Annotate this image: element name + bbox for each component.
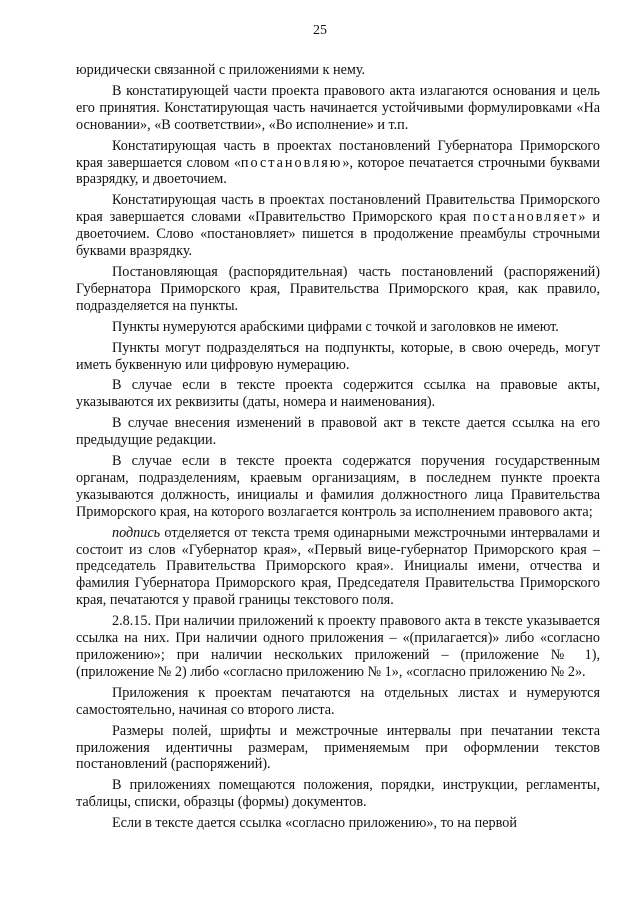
spaced-word: постановляет	[473, 209, 579, 226]
paragraph-text: » и двоеточием. Слово «постановляет» пишется в продолжение преамбулы строчными буквами вразрядку.	[76, 209, 600, 260]
paragraph-points-numbering: Пункты нумеруются арабскими цифрами с точкой и заголовков не имеют.	[112, 318, 559, 335]
paragraph-appendix-sheets: Приложения к проектам печатаются на отдельных листах и нумеруются самостоятельно, начиная со второго листа.	[76, 684, 600, 718]
paragraph-references: В случае если в тексте проекта содержится ссылка на правовые акты, указываются их реквизиты (даты, номера и наименования).	[76, 377, 600, 411]
paragraph-subpoints: Пункты могут подразделяться на подпункты, которые, в свою очередь, могут иметь буквенную или цифровую нумерацию.	[76, 339, 600, 373]
paragraph-text: Констатирующая часть в проектах постановлений Губернатора Приморского края завершается словом «	[76, 137, 600, 171]
paragraph-signature	[76, 525, 600, 610]
paragraph-continuation: юридически связанной с приложениями к нему.	[76, 62, 366, 78]
page-number: 25	[313, 23, 327, 38]
paragraph-appendix-contents: В приложениях помещаются положения, порядки, инструкции, регламенты, таблицы, списки, образцы (формы) документов.	[76, 777, 600, 811]
paragraph-text: », которое печатается строчными буквами вразрядку, и двоеточием.	[76, 154, 600, 188]
paragraph-ascertaining-part: В констатирующей части проекта правового акта излагаются основания и цель его принятия. Констатирующая часть начинается устойчивыми формулировками «На основании», «В соответствии», «Во исполнение» и т.п.	[76, 82, 600, 133]
spaced-word: постановляю	[240, 154, 343, 171]
paragraph-text: отделяется от текста тремя одинарными межстрочными интервалами и состоит из слов «Губернатор края», «Первый вице-губернатор Приморского края – председатель Правительства Приморского края». Инициалы имени, отчества и фамилия Губернатора Приморского края, Председателя Правительства Приморского края, печатаются у правой границы текстового поля.	[76, 524, 600, 609]
paragraph-appendix-reference: Если в тексте дается ссылка «согласно приложению», то на первой	[112, 815, 517, 832]
paragraph-control: В случае если в тексте проекта содержатся поручения государственным органам, подразделениям, краевым организациям, в последнем пункте проекта указываются должность, инициалы и фамилия должностного лица Правительства Приморского края, на которого возлагается контроль за исполнением правового акта;	[76, 453, 600, 520]
document-body	[76, 62, 600, 836]
paragraph-2-8-15: 2.8.15. При наличии приложений к проекту правового акта в тексте указывается ссылка на них. При наличии одного приложения – «(прилагается)» либо «согласно приложению»; при наличии нескольких приложений – (приложение № 1), (приложение № 2) либо «согласно приложению № 1», «согласно приложению № 2».	[76, 613, 600, 680]
paragraph-operative-part: Постановляющая (распорядительная) часть постановлений (распоряжений) Губернатора Приморского края, Правительства Приморского края, как правило, подразделяется на пункты.	[76, 263, 600, 314]
paragraph-appendix-format: Размеры полей, шрифты и межстрочные интервалы при печатании текста приложения идентичны размерам, применяемым при оформлении текстов постановлений (распоряжений).	[76, 722, 600, 773]
paragraph-government-resolutions	[76, 192, 600, 260]
paragraph-governor-resolutions	[76, 138, 600, 189]
italic-term: подпись	[112, 524, 161, 541]
paragraph-amendments: В случае внесения изменений в правовой акт в тексте дается ссылка на его предыдущие редакции.	[76, 415, 600, 449]
paragraph-text: Констатирующая часть в проектах постановлений Правительства Приморского края завершается словами «Правительство Приморского края	[76, 192, 600, 226]
